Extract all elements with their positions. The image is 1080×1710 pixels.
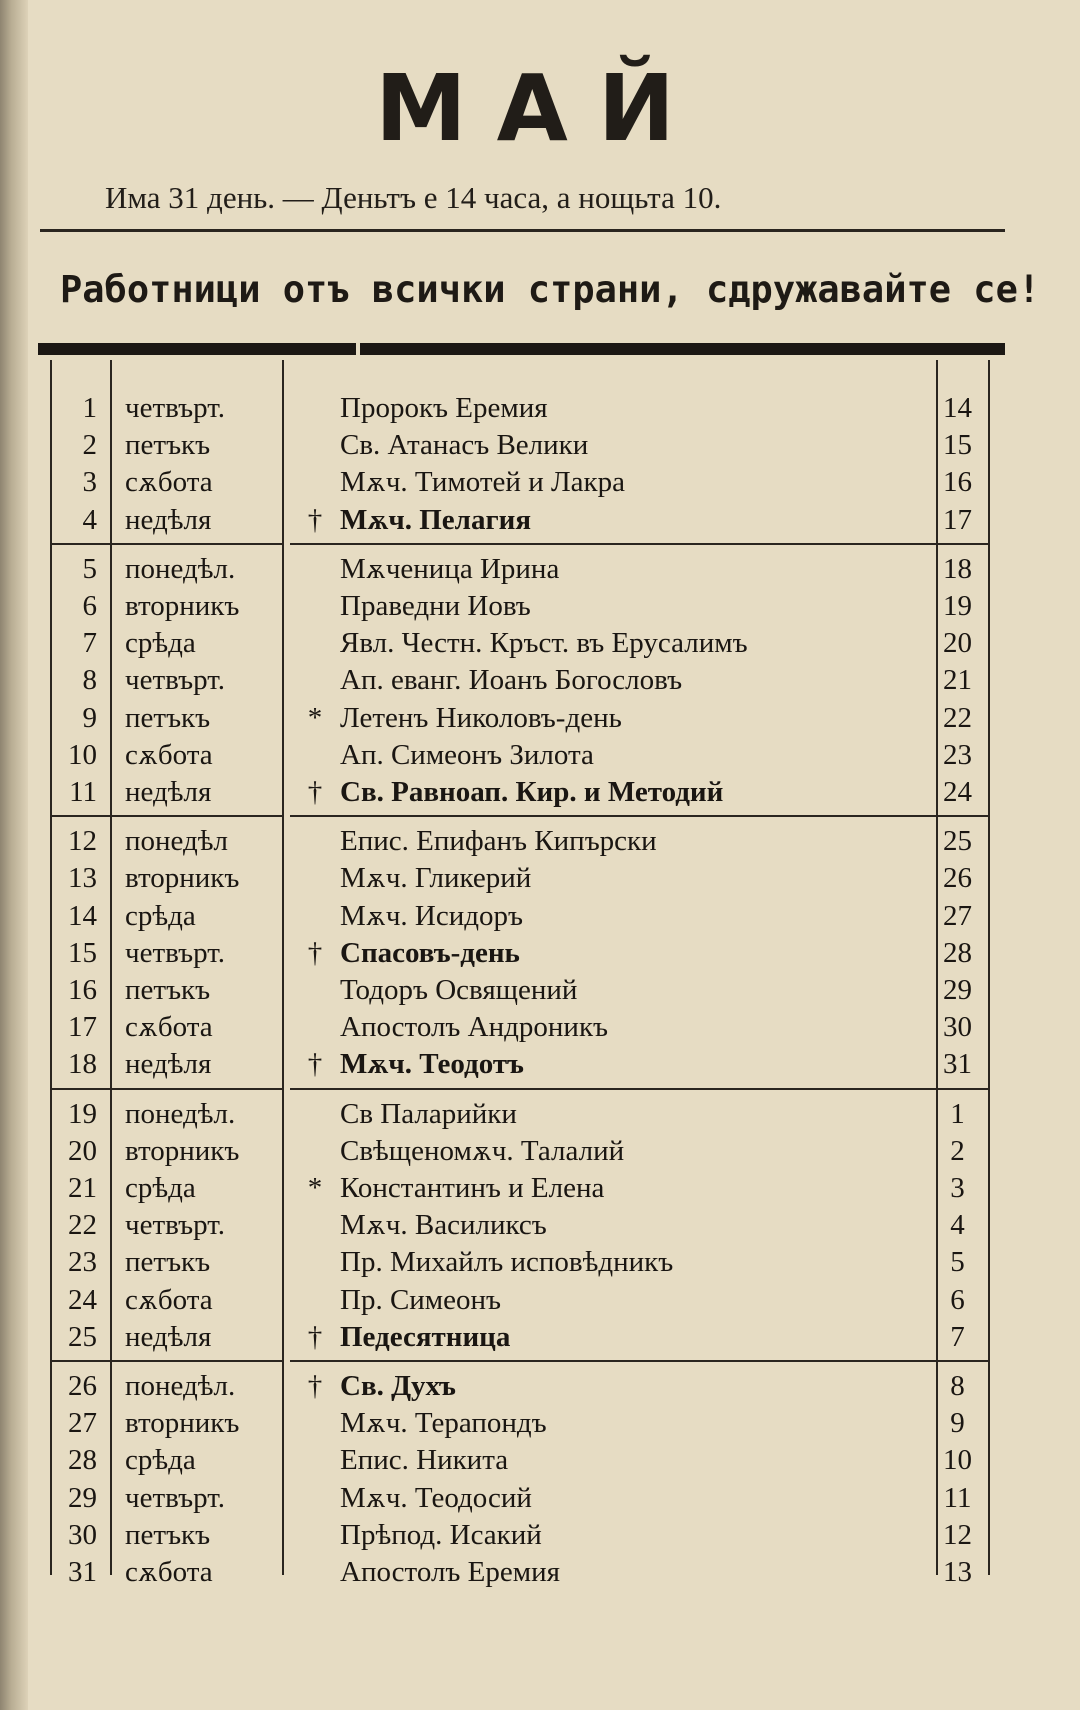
weekday: петъкъ [125,1518,211,1551]
saint-name: Прѣпод. Исакий [340,1518,542,1551]
table-row [50,1368,990,1405]
month-summary: Има 31 день. — Деньтъ е 14 часа, а нощьта 10. [105,180,722,215]
feast-mark: * [307,701,323,734]
saint-name: Св. Духъ [340,1370,456,1402]
weekday: сѫбота [125,1283,213,1316]
day-number: 27 [68,1407,97,1440]
old-style-date: 25 [943,825,972,858]
week-separator [50,1360,282,1362]
saint-name: Апостолъ Андроникъ [340,1011,609,1044]
weekday: срѣда [125,1444,196,1477]
saint-name: Педесятница [340,1320,511,1353]
thick-rule-right [360,343,1005,355]
saint-name: Мѫч. Гликерий [340,862,532,895]
old-style-date: 17 [943,503,972,536]
old-style-date: 18 [943,552,972,585]
saint-name: Константинъ и Елена [340,1172,605,1204]
saint-name: Мѫченица Ирина [340,552,560,585]
table-row [50,1207,990,1244]
day-number: 28 [68,1444,97,1477]
table-row [50,464,990,501]
feast-mark: † [307,503,323,536]
day-number: 26 [68,1370,97,1402]
table-row [50,737,990,774]
weekday: вторникъ [125,590,240,622]
saint-name: Мѫч. Исидоръ [340,899,523,932]
old-style-date: 4 [950,1209,965,1242]
old-style-date: 7 [950,1320,965,1353]
day-number: 17 [68,1011,97,1044]
day-number: 16 [68,974,97,1006]
feast-mark: † [307,776,323,808]
table-row [50,1244,990,1281]
old-style-date: 28 [943,936,972,969]
old-style-date: 13 [943,1556,972,1588]
old-style-date: 31 [943,1048,972,1081]
weekday: четвърт. [125,392,225,424]
saint-name: Мѫч. Пелагия [340,503,532,536]
table-row [50,502,990,539]
day-number: 31 [68,1556,97,1588]
weekday: понедѣл. [125,552,236,585]
feast-mark: † [307,1320,323,1353]
saint-name: Св. Атанасъ Велики [340,429,589,462]
saint-name: Свѣщеномѫч. Талалий [340,1134,625,1167]
week-separator [290,815,988,817]
weekday: вторникъ [125,862,240,895]
table-row [50,625,990,662]
page-title: МАЙ [375,55,705,162]
table-row [50,1009,990,1046]
old-style-date: 27 [943,899,972,932]
weekday: петъкъ [125,974,211,1006]
weekday: понедѣл [125,825,229,858]
table-row [50,662,990,699]
old-style-date: 26 [943,862,972,895]
weekday: сѫбота [125,1011,213,1044]
day-number: 23 [68,1246,97,1279]
day-number: 11 [69,776,97,808]
book-spine-shadow [0,0,28,1710]
old-style-date: 21 [943,664,972,697]
day-number: 9 [82,701,97,734]
old-style-date: 1 [950,1097,965,1130]
day-number: 25 [68,1320,97,1353]
saint-name: Летенъ Николовъ-день [340,701,622,734]
feast-mark: † [307,1370,323,1402]
day-number: 14 [68,899,97,932]
weekday: недѣля [125,503,212,536]
day-number: 24 [68,1283,97,1316]
saint-name: Апостолъ Еремия [340,1556,560,1588]
day-number: 5 [82,552,97,585]
weekday: четвърт. [125,936,225,969]
day-number: 15 [68,936,97,969]
thick-rule-left [38,343,356,355]
saint-name: Мѫч. Тимотей и Лакра [340,466,625,499]
day-number: 18 [68,1048,97,1081]
saint-name: Епис. Никита [340,1444,509,1477]
day-number: 2 [82,429,97,462]
weekday: срѣда [125,899,196,932]
table-row [50,1442,990,1479]
table-row [50,860,990,897]
day-number: 6 [82,590,97,622]
weekday: срѣда [125,1172,196,1204]
old-style-date: 15 [943,429,972,462]
old-style-date: 29 [943,974,972,1006]
weekday: петъкъ [125,701,211,734]
saint-name: Праведни Иовъ [340,590,531,622]
table-row [50,1554,990,1591]
saint-name: Тодоръ Освящений [340,974,578,1006]
old-style-date: 24 [943,776,972,808]
old-style-date: 23 [943,738,972,771]
table-row [50,823,990,860]
day-number: 10 [68,738,97,771]
saint-name: Св. Равноап. Кир. и Методий [340,776,724,808]
table-row [50,588,990,625]
old-style-date: 3 [950,1172,965,1204]
old-style-date: 5 [950,1246,965,1279]
table-row [50,935,990,972]
old-style-date: 12 [943,1518,972,1551]
table-row [50,972,990,1009]
saint-name: Пророкъ Еремия [340,392,548,424]
day-number: 4 [82,503,97,536]
weekday: срѣда [125,627,196,660]
weekday: сѫбота [125,738,213,771]
weekday: вторникъ [125,1407,240,1440]
slogan: Работници отъ всички страни, сдружавайте се! [60,268,1041,311]
old-style-date: 20 [943,627,972,660]
table-row [50,1096,990,1133]
day-number: 3 [82,466,97,499]
week-separator [50,543,282,545]
day-number: 1 [82,392,97,424]
feast-mark: † [307,1048,323,1081]
table-row [50,898,990,935]
old-style-date: 22 [943,701,972,734]
old-style-date: 16 [943,466,972,499]
old-style-date: 30 [943,1011,972,1044]
table-row [50,774,990,811]
weekday: четвърт. [125,664,225,697]
table-row [50,1170,990,1207]
day-number: 21 [68,1172,97,1204]
weekday: сѫбота [125,1556,213,1588]
weekday: недѣля [125,776,212,808]
table-row [50,700,990,737]
old-style-date: 9 [950,1407,965,1440]
saint-name: Явл. Честн. Кръст. въ Ерусалимъ [340,627,748,660]
weekday: недѣля [125,1048,212,1081]
table-row [50,1517,990,1554]
saint-name: Мѫч. Теодосий [340,1481,532,1514]
day-number: 7 [82,627,97,660]
saint-name: Епис. Епифанъ Кипърски [340,825,657,858]
weekday: петъкъ [125,1246,211,1279]
weekday: понедѣл. [125,1370,236,1402]
day-number: 20 [68,1134,97,1167]
table-row [50,390,990,427]
saint-name: Мѫч. Теодотъ [340,1048,524,1081]
week-separator [290,1360,988,1362]
weekday: четвърт. [125,1481,225,1514]
day-number: 12 [68,825,97,858]
divider-rule [40,229,1005,232]
weekday: понедѣл. [125,1097,236,1130]
table-row [50,551,990,588]
old-style-date: 19 [943,590,972,622]
old-style-date: 2 [950,1134,965,1167]
feast-mark: * [307,1172,323,1204]
week-separator [50,1088,282,1090]
old-style-date: 11 [943,1481,972,1514]
weekday: сѫбота [125,466,213,499]
old-style-date: 6 [950,1283,965,1316]
saint-name: Пр. Симеонъ [340,1283,502,1316]
saint-name: Мѫч. Терапондъ [340,1407,547,1440]
table-row [50,1480,990,1517]
week-separator [50,815,282,817]
saint-name: Ап. Симеонъ Зилота [340,738,594,771]
old-style-date: 8 [950,1370,965,1402]
weekday: петъкъ [125,429,211,462]
table-row [50,1405,990,1442]
weekday: четвърт. [125,1209,225,1242]
old-style-date: 10 [943,1444,972,1477]
weekday: вторникъ [125,1134,240,1167]
saint-name: Св Паларийки [340,1097,517,1130]
table-row [50,1282,990,1319]
day-number: 13 [68,862,97,895]
table-row [50,1319,990,1356]
day-number: 30 [68,1518,97,1551]
saint-name: Ап. еванг. Иоанъ Богословъ [340,664,683,697]
week-separator [290,543,988,545]
saint-name: Спасовъ-день [340,936,520,969]
table-row [50,1133,990,1170]
day-number: 19 [68,1097,97,1130]
weekday: недѣля [125,1320,212,1353]
old-style-date: 14 [943,392,972,424]
saint-name: Пр. Михайлъ исповѣдникъ [340,1246,674,1279]
table-row [50,427,990,464]
feast-mark: † [307,936,323,969]
week-separator [290,1088,988,1090]
saint-name: Мѫч. Василиксъ [340,1209,547,1242]
day-number: 8 [82,664,97,697]
table-row [50,1046,990,1083]
day-number: 29 [68,1481,97,1514]
day-number: 22 [68,1209,97,1242]
